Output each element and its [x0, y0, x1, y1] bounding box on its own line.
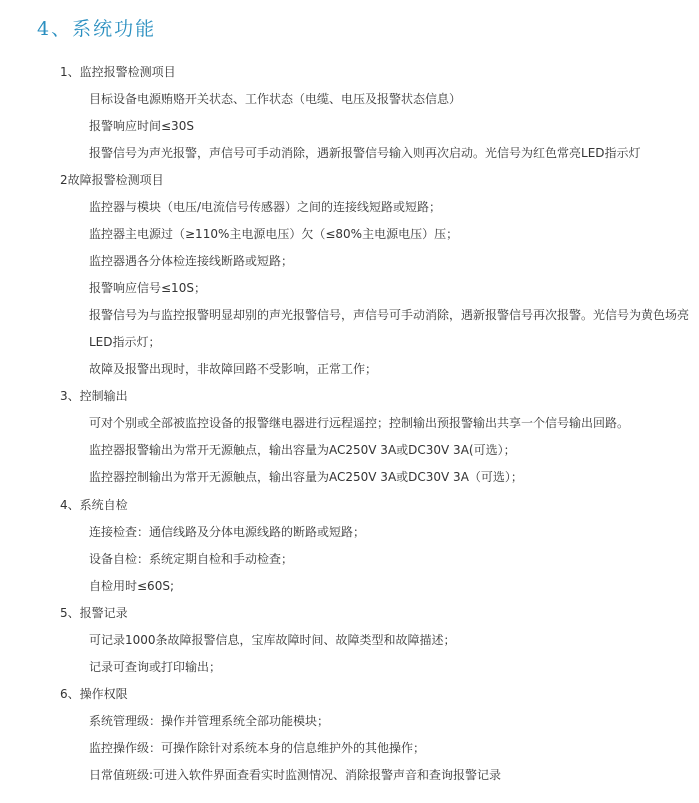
section-item: 监控器与模块（电压/电流信号传感器）之间的连接线短路或短路；	[89, 200, 442, 214]
section-item: 监控器主电源过（≥110%主电源电压）欠（≤80%主电源电压）压；	[89, 227, 459, 241]
section-item: 监控器遇各分体检连接线断路或短路；	[89, 254, 294, 268]
section-item: 报警信号为声光报警，声信号可手动消除，遇新报警信号输入则再次启动。光信号为红色常亮LED指示灯	[89, 146, 641, 160]
section-heading: 1、监控报警检测项目	[60, 65, 176, 79]
section-item: 设备自检：系统定期自检和手动检查；	[89, 552, 294, 566]
section-heading: 5、报警记录	[60, 606, 128, 620]
section-item: 连接检查：通信线路及分体电源线路的断路或短路；	[89, 525, 366, 539]
section-item: 日常值班级:可进入软件界面查看实时监测情况、消除报警声音和查询报警记录	[89, 768, 502, 782]
section-heading: 3、控制输出	[60, 389, 128, 403]
section-heading: 4、系统自检	[60, 498, 128, 512]
section-item: 报警响应信号≤10S；	[89, 281, 206, 295]
section-item: 故障及报警出现时，非故障回路不受影响，正常工作；	[89, 362, 378, 376]
section-item: 可对个别或全部被监控设备的报警继电器进行远程遥控；控制输出预报警输出共享一个信号输出回路。	[89, 416, 630, 430]
section-item: LED指示灯；	[89, 335, 161, 349]
section-item: 目标设备电源贿赂开关状态、工作状态（电缆、电压及报警状态信息）	[89, 92, 462, 106]
page-title: 4、系统功能	[37, 18, 157, 40]
section-heading: 6、操作权限	[60, 687, 128, 701]
section-item: 监控操作级：可操作除针对系统本身的信息维护外的其他操作；	[89, 741, 426, 755]
section-item: 自检用时≤60S;	[89, 579, 174, 593]
section-heading: 2故障报警检测项目	[60, 173, 164, 187]
section-item: 监控器控制输出为常开无源触点，输出容量为AC250V 3A或DC30V 3A（可选）；	[89, 470, 523, 484]
section-item: 可记录1000条故障报警信息，宝库故障时间、故障类型和故障描述；	[89, 633, 456, 647]
section-item: 监控器报警输出为常开无源触点，输出容量为AC250V 3A或DC30V 3A(可选）；	[89, 443, 516, 457]
section-item: 记录可查询或打印输出；	[89, 660, 222, 674]
section-item: 报警响应时间≤30S	[89, 119, 194, 133]
section-item: 报警信号为与监控报警明显却别的声光报警信号，声信号可手动消除，遇新报警信号再次报警。光信号为黄色场亮	[89, 308, 690, 322]
section-item: 系统管理级：操作并管理系统全部功能模块；	[89, 714, 330, 728]
